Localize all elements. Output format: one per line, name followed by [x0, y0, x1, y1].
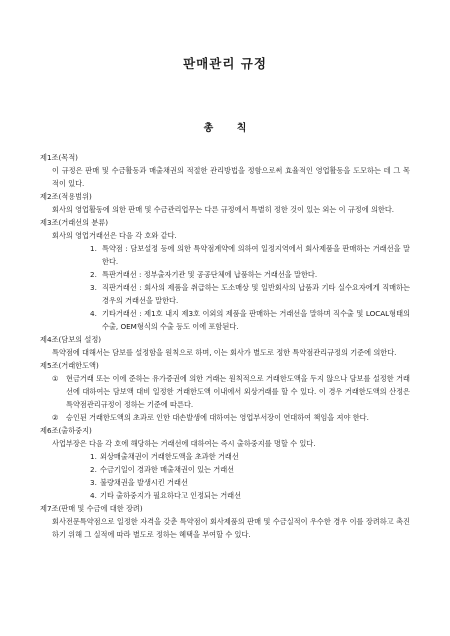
- article-heading: 제7조(판매 및 수금에 대한 장려): [40, 504, 143, 513]
- article-heading: 제3조(거래선의 분류): [40, 218, 109, 227]
- section-title: 총 칙: [203, 123, 257, 134]
- item-text: 특판거래선 : 정부출자기관 및 공공단체에 납품하는 거래선을 말한다.: [102, 270, 318, 279]
- item-text: 기타 출하중지가 필요하다고 인정되는 거래선: [100, 491, 242, 500]
- article-body: 이 규정은 판매 및 수금활동과 매출채권의 적절한 관리방법을 정함으로써 효율적인 영업활동을 도모하는 데 그 목적이 있다.: [52, 166, 410, 188]
- item-number: 3.: [90, 478, 97, 487]
- article-body: 회사전문특약점으로 일정한 자격을 갖춘 특약점이 회사제품의 판매 및 수금실적이 우수한 경우 이를 장려하고 촉진하기 위해 그 실적에 따라 별도로 정하는 혜택을 부여할 수 있다.: [52, 517, 410, 539]
- item-number: 1.: [90, 452, 97, 461]
- article-heading: 제1조(목적): [40, 153, 78, 162]
- item-number: 4.: [90, 309, 97, 318]
- article-4: [40, 333, 410, 359]
- article-heading: 제5조(거래한도액): [40, 361, 99, 370]
- document-title: 판매관리 규정: [183, 56, 267, 71]
- article-body: 특약점에 대해서는 담보를 설정함을 원칙으로 하며, 이는 회사가 별도로 정한 특약점관리규정의 기준에 의한다.: [52, 348, 397, 357]
- list-item: [40, 242, 410, 268]
- item-number: 2.: [90, 270, 97, 279]
- list-item: [40, 450, 410, 463]
- item-number: 4.: [90, 491, 97, 500]
- item-number: 1.: [90, 244, 97, 253]
- item-text: 직판거래선 : 회사의 제품을 취급하는 도소매상 및 일반회사의 납품과 기타 실수요자에게 직매하는 경우의 거래선을 말한다.: [102, 283, 410, 305]
- list-item: [40, 476, 410, 489]
- list-item: [40, 489, 410, 502]
- item-text: 수금기일이 경과한 매출채권이 있는 거래선: [100, 465, 235, 474]
- clause-text: 승인된 거래한도액의 초과로 인한 대손발생에 대하여는 영업부서장이 연대하여 책임을 져야 한다.: [66, 413, 369, 422]
- item-text: 불량채권을 발생시킨 거래선: [100, 478, 188, 487]
- clause-number: ①: [52, 374, 59, 383]
- article-6: [40, 424, 410, 502]
- article-2: [40, 190, 410, 216]
- list-item: [40, 281, 410, 307]
- item-text: 특약점 : 담보설정 등에 의한 특약점계약에 의하여 일정지역에서 회사제품을 판매하는 거래선을 말한다.: [102, 244, 410, 266]
- clause-number: ②: [52, 413, 59, 422]
- article-body: 회사의 영업활동에 의한 판매 및 수금관리업무는 다른 규정에서 특별히 정한 것이 있는 외는 이 규정에 의한다.: [52, 205, 395, 214]
- numbered-list: [40, 450, 410, 502]
- list-item: [40, 268, 410, 281]
- numbered-list: [40, 242, 410, 333]
- article-5: [40, 359, 410, 424]
- article-body: 회사의 영업거래선은 다음 각 호와 같다.: [52, 231, 177, 240]
- article-body: 사업부장은 다음 각 호에 해당하는 거래선에 대하여는 즉시 출하중지를 명할 수 있다.: [52, 439, 316, 448]
- item-text: 외상매출채권이 거래한도액을 초과한 거래선: [100, 452, 239, 461]
- item-text: 기타거래선 : 제1호 내지 제3호 이외의 제품을 판매하는 거래선을 말하며 직수출 및 LOCAL형태의 수출, OEM형식의 수출 등도 이에 포함된다.: [102, 309, 410, 331]
- article-3: [40, 216, 410, 333]
- article-heading: 제2조(적용범위): [40, 192, 92, 201]
- item-number: 3.: [90, 283, 97, 292]
- article-list: [40, 151, 410, 541]
- clause-text: 현금거래 또는 이에 준하는 유가증권에 의한 거래는 원칙적으로 거래한도액을 두지 않으나 담보를 설정한 거래선에 대하여는 담보액 대비 일정한 거래한도액 이내에서 외상거래를 할 수 있다. 이 경우 거래한도액의 산정은 특약점관리규정이 정하는 기준에 따른다.: [66, 374, 410, 409]
- article-7: [40, 502, 410, 541]
- clause-item: [40, 372, 410, 411]
- list-item: [40, 307, 410, 333]
- list-item: [40, 463, 410, 476]
- clause-item: [40, 411, 410, 424]
- article-heading: 제6조(출하중지): [40, 426, 92, 435]
- article-1: [40, 151, 410, 190]
- article-heading: 제4조(담보의 설정): [40, 335, 102, 344]
- item-number: 2.: [90, 465, 97, 474]
